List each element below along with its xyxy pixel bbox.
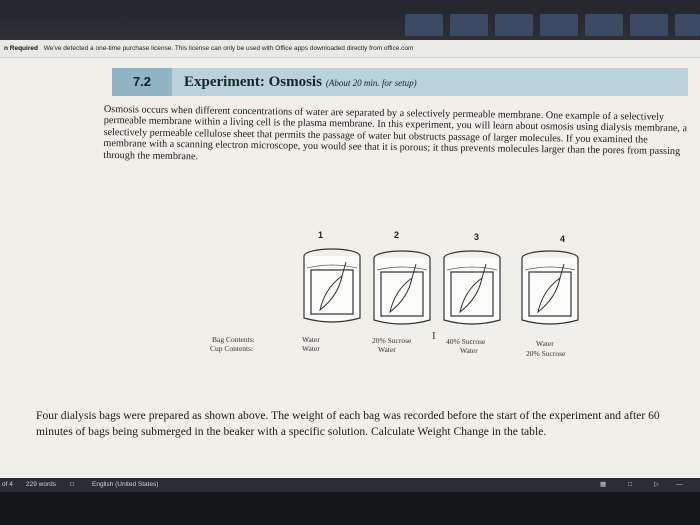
section-title [184, 68, 417, 96]
taskbar [0, 492, 700, 525]
ribbon-button[interactable] [540, 14, 578, 36]
zoom-slider-icon[interactable]: — [676, 481, 683, 488]
ribbon-button[interactable] [630, 14, 668, 36]
question-paragraph: Four dialysis bags were prepared as shown above. The weight of each bag was recorded before the start of the experiment and after 60 minutes of bags being submerged in the beaker with a specific solution. Calculate Weight Change in the table. [36, 409, 660, 438]
intro-paragraph: Osmosis occurs when different concentrations of water are separated by a selectively permeable membrane. One example of a selectively permeable membrane within a living cell is the plasma membrane. In this experiment, you will learn about osmosis using dialysis membrane, a selectively permeable cellulose sheet that permits the passage of water but obstructs passage of larger molecules. If you examined the membrane with a scanning electron microscope, you would see that it is porous; it thus prevents molecules larger than the pores from passing through the membrane. [103, 104, 688, 162]
section-number: 7.2 [112, 68, 172, 96]
notice-message: We've detected a one-time purchase license. This license can only be used with Office apps downloaded directly from office.com [43, 45, 414, 52]
read-mode-icon[interactable]: □ [628, 481, 632, 488]
beaker-4 [522, 251, 578, 324]
cup-1-contents: Water [302, 344, 320, 353]
web-layout-icon[interactable]: ▷ [654, 481, 659, 488]
ribbon-button[interactable] [675, 14, 700, 36]
section-header [112, 68, 688, 96]
bag-1-contents: Water [302, 335, 320, 344]
section-subtitle: (About 20 min. for setup) [325, 78, 417, 88]
diagram-separator: I [432, 330, 436, 342]
view-layout-icon[interactable]: ▦ [600, 481, 607, 488]
page-count[interactable]: of 4 [2, 481, 13, 488]
bag-number-2: 2 [394, 230, 400, 240]
bag-4-contents: Water [536, 339, 554, 348]
title-bar [0, 0, 700, 40]
cup-4-contents: 20% Sucrose [526, 349, 566, 358]
cup-contents-row-label: Cup Contents: [210, 344, 254, 353]
ribbon-button[interactable] [450, 14, 488, 36]
document-page[interactable] [0, 58, 700, 478]
bag-contents-row-label: Bag Contents: [212, 335, 255, 344]
cup-2-contents: Water [378, 345, 396, 354]
bag-3-contents: 40% Sucrose [446, 337, 486, 346]
bag-number-4: 4 [560, 234, 566, 244]
ribbon-button[interactable] [585, 14, 623, 36]
license-notice-bar [0, 40, 700, 58]
ribbon-button[interactable] [405, 14, 443, 36]
language-indicator[interactable]: English (United States) [92, 481, 159, 488]
notice-required-label: n Required [4, 45, 38, 52]
bag-number-3: 3 [474, 232, 480, 242]
dialysis-bag-diagram [170, 218, 630, 368]
word-count[interactable]: 229 words [26, 481, 56, 488]
section-title-text: Experiment: Osmosis [184, 74, 322, 90]
bag-2-contents: 20% Sucrose [372, 336, 412, 345]
beaker-2 [374, 251, 430, 324]
ribbon-button[interactable] [495, 14, 533, 36]
beaker-3 [444, 251, 500, 324]
beaker-1 [304, 249, 360, 322]
status-bar [0, 478, 700, 492]
bag-number-1: 1 [318, 230, 324, 240]
proofing-icon[interactable]: □ [70, 481, 74, 488]
cup-3-contents: Water [460, 346, 478, 355]
